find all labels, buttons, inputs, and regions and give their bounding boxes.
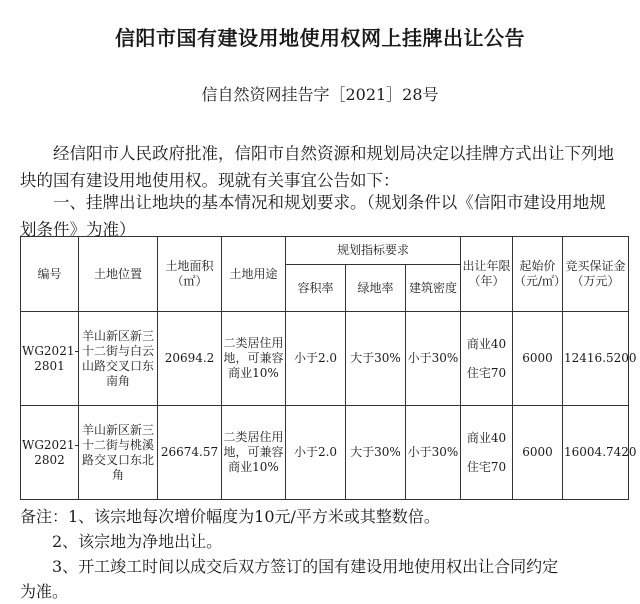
cell-term bbox=[461, 312, 513, 406]
header-green: 绿地率 bbox=[346, 265, 406, 312]
note-1: 备注：1、该宗地每次增价幅度为10元/平方米或其整数倍。 bbox=[20, 507, 440, 526]
cell-start-price: 6000 bbox=[513, 406, 563, 500]
cell-term bbox=[461, 406, 513, 500]
cell-far: 小于2.0 bbox=[286, 406, 346, 500]
cell-density: 小于30% bbox=[406, 312, 461, 406]
cell-far: 小于2.0 bbox=[286, 312, 346, 406]
table-row bbox=[21, 312, 629, 406]
header-deposit: 竞买保证金（万元） bbox=[563, 237, 629, 312]
note-3-continued: 为准。 bbox=[20, 582, 69, 601]
cell-density: 小于30% bbox=[406, 406, 461, 500]
cell-number: WG2021-2802 bbox=[21, 406, 79, 500]
cell-area: 20694.2 bbox=[158, 312, 222, 406]
header-number: 编号 bbox=[21, 237, 79, 312]
header-location: 土地位置 bbox=[79, 237, 158, 312]
page-title: 信阳市国有建设用地使用权网上挂牌出让公告 bbox=[115, 26, 525, 50]
table-row bbox=[21, 406, 629, 500]
cell-start-price: 6000 bbox=[513, 312, 563, 406]
term-residential: 住宅70 bbox=[466, 365, 507, 380]
document-number: 信自然资网挂告字［2021］28号 bbox=[201, 85, 439, 104]
note-2: 2、该宗地为净地出让。 bbox=[52, 532, 223, 551]
note-3: 3、开工竣工时间以成交后双方签订的国有建设用地使用权出让合同约定 bbox=[52, 557, 559, 576]
cell-green: 大于30% bbox=[346, 312, 406, 406]
cell-deposit: 16004.7420 bbox=[563, 406, 629, 500]
notes-section bbox=[20, 504, 620, 604]
cell-use: 二类居住用地，可兼容商业10% bbox=[222, 406, 286, 500]
section-heading: 一、挂牌出让地块的基本情况和规划要求。（规划条件以《信阳市建设用地规划条件》为准） bbox=[20, 193, 606, 239]
header-use: 土地用途 bbox=[222, 237, 286, 312]
cell-deposit: 12416.5200 bbox=[563, 312, 629, 406]
cell-use: 二类居住用地，可兼容商业10% bbox=[222, 312, 286, 406]
intro-paragraph: 经信阳市人民政府批准，信阳市自然资源和规划局决定以挂牌方式出让下列地块的国有建设用地使用权。现就有关事宜公告如下： bbox=[20, 144, 614, 190]
header-area: 土地面积（㎡） bbox=[158, 237, 222, 312]
cell-location: 羊山新区新三十二街与桃溪路交叉口东北角 bbox=[79, 406, 158, 500]
header-far: 容积率 bbox=[286, 265, 346, 312]
term-commercial: 商业40 bbox=[466, 336, 507, 351]
header-start-price: 起始价（元/㎡） bbox=[513, 237, 563, 312]
term-commercial: 商业40 bbox=[466, 430, 507, 445]
cell-area: 26674.57 bbox=[158, 406, 222, 500]
cell-location: 羊山新区新三十二街与白云山路交叉口东南角 bbox=[79, 312, 158, 406]
land-table bbox=[20, 236, 637, 500]
term-residential: 住宅70 bbox=[466, 459, 507, 474]
cell-green: 大于30% bbox=[346, 406, 406, 500]
cell-number: WG2021-2801 bbox=[21, 312, 79, 406]
header-density: 建筑密度 bbox=[406, 265, 461, 312]
header-planning-group: 规划指标要求 bbox=[286, 237, 461, 265]
header-term: 出让年限（年） bbox=[461, 237, 513, 312]
